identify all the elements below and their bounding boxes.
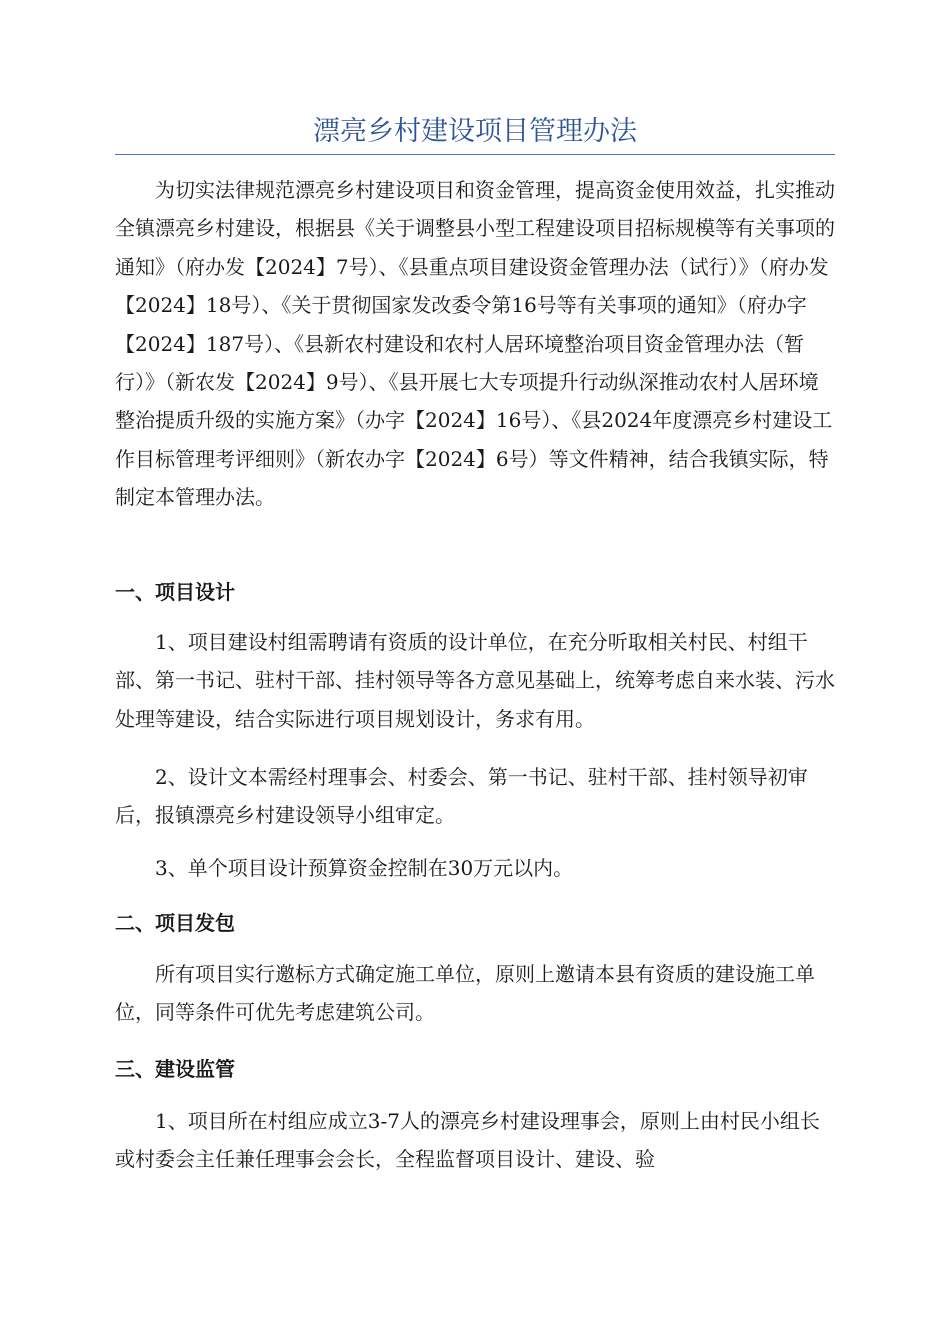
section-heading-contracting: 二、项目发包 [115, 911, 235, 935]
title-underline [115, 154, 835, 155]
paragraph-design-1: 1、项目建设村组需聘请有资质的设计单位，在充分听取相关村民、村组干部、第一书记、驻村干部、挂村领导等各方意见基础上，统筹考虑自来水装、污水处理等建设，结合实际进行项目规划设计，务求有用。 [115, 630, 835, 731]
paragraph-supervision-1: 1、项目所在村组应成立3-7人的漂亮乡村建设理事会，原则上由村民小组长或村委会主任兼任理事会会长，全程监督项目设计、建设、验 [115, 1109, 820, 1172]
paragraph-design-3: 3、单个项目设计预算资金控制在30万元以内。 [155, 856, 574, 880]
paragraph-design-2: 2、设计文本需经村理事会、村委会、第一书记、驻村干部、挂村领导初审后，报镇漂亮乡村建设领导小组审定。 [115, 765, 808, 828]
section-heading-supervision: 三、建设监管 [115, 1057, 235, 1081]
intro-paragraph: 为切实法律规范漂亮乡村建设项目和资金管理，提高资金使用效益，扎实推动全镇漂亮乡村建设，根据县《关于调整县小型工程建设项目招标规模等有关事项的通知》（府办发【2024】7号）、《县重点项目建设资金管理办法（试行）》（府办发【2024】18号）、《关于贯彻国家发改委令第16号等有关事项的通知》（府办字【2024】187号）、《县新农村建设和农村人居环境整治项目资金管理办法（暂行）》（新农发【2024】9号）、《县开展七大专项提升行动纵深推动农村人居环境整治提质升级的实施方案》（办字【2024】16号）、《县2024年度漂亮乡村建设工作目标管理考评细则》（新农办字【2024】6号）等文件精神，结合我镇实际，特制定本管理办法。 [115, 178, 835, 510]
section-heading-design: 一、项目设计 [115, 580, 235, 604]
paragraph-contracting-1: 所有项目实行邀标方式确定施工单位，原则上邀请本县有资质的建设施工单位，同等条件可优先考虑建筑公司。 [115, 962, 815, 1025]
document-title: 漂亮乡村建设项目管理办法 [313, 116, 637, 147]
